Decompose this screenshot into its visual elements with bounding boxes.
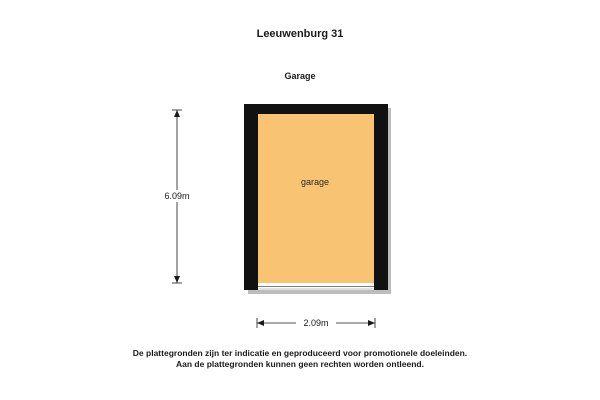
height-label: 6.09m [164,191,190,201]
room-label: garage [300,177,330,187]
address-title: Leeuwenburg 31 [256,28,344,40]
disclaimer [0,348,600,370]
arrow-left-icon [257,320,264,326]
width-label: 2.09m [303,318,329,328]
height-dimension [162,110,194,283]
garage-room [258,114,374,284]
disclaimer-line-1: De plattegronden zijn ter indicatie en geproduceerd voor promotionele doeleinden. [132,348,468,358]
disclaimer-line-2: Aan de plattegronden kunnen geen rechten worden ontleend. [176,359,424,369]
arrow-right-icon [368,320,375,326]
width-dimension [257,316,375,328]
floor-title: Garage [284,71,316,81]
arrow-up-icon [174,110,180,117]
arrow-down-icon [174,276,180,283]
